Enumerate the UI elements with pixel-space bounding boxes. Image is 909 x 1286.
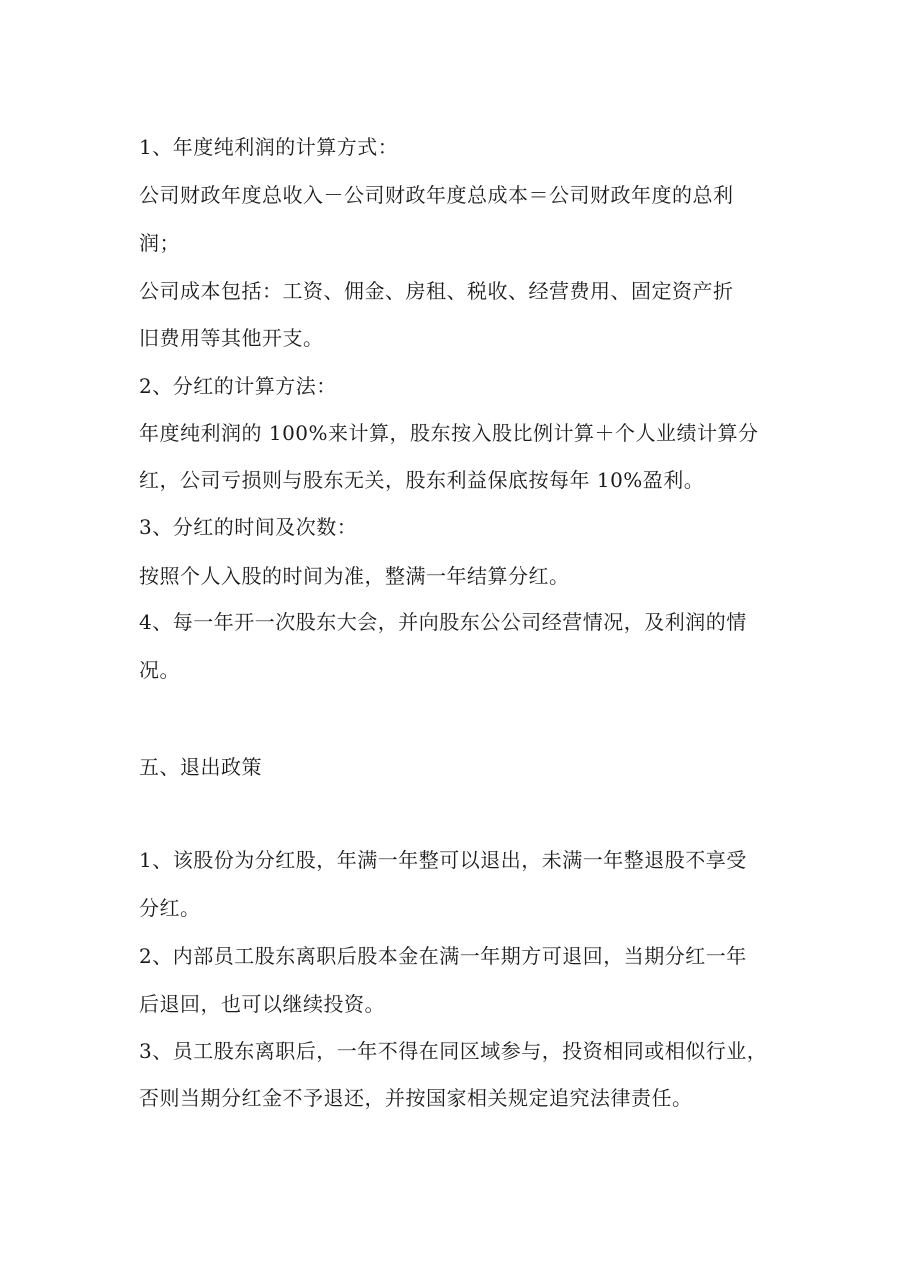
item3-body: 按照个人入股的时间为准，整满一年结算分红。: [139, 564, 570, 588]
exit-item3-line2: 否则当期分红金不予退还，并按国家相关规定追究法律责任。: [139, 1086, 693, 1110]
item2-body-line1: 年度纯利润的 100%来计算，股东按入股比例计算＋个人业绩计算分: [139, 421, 759, 445]
item1-cost-line1: 公司成本包括：工资、佣金、房租、税收、经营费用、固定资产折: [139, 279, 734, 303]
item2-body-line2: 红，公司亏损则与股东无关，股东利益保底按每年 10%盈利。: [139, 468, 705, 492]
section5-heading: 五、退出政策: [139, 755, 262, 779]
exit-item1-line2: 分红。: [139, 896, 201, 920]
item1-heading: 1、年度纯利润的计算方式：: [139, 135, 399, 159]
exit-item3-line1: 3、员工股东离职后，一年不得在同区域参与，投资相同或相似行业，: [139, 1039, 768, 1063]
item2-heading: 2、分红的计算方法：: [139, 374, 337, 398]
item3-heading: 3、分红的时间及次数：: [139, 515, 358, 539]
exit-item2-line2: 后退回，也可以继续投资。: [139, 992, 385, 1016]
item1-formula-line1: 公司财政年度总收入－公司财政年度总成本＝公司财政年度的总利: [139, 183, 734, 207]
exit-item1-line1: 1、该股份为分红股，年满一年整可以退出，未满一年整退股不享受: [139, 848, 747, 872]
item1-formula-line2: 润；: [139, 231, 180, 255]
exit-item2-line1: 2、内部员工股东离职后股本金在满一年期方可退回，当期分红一年: [139, 944, 747, 968]
item4-line1: 4、每一年开一次股东大会，并向股东公公司经营情况，及利润的情: [139, 610, 747, 634]
item4-line2: 况。: [139, 658, 180, 682]
item1-cost-line2: 旧费用等其他开支。: [139, 326, 324, 350]
